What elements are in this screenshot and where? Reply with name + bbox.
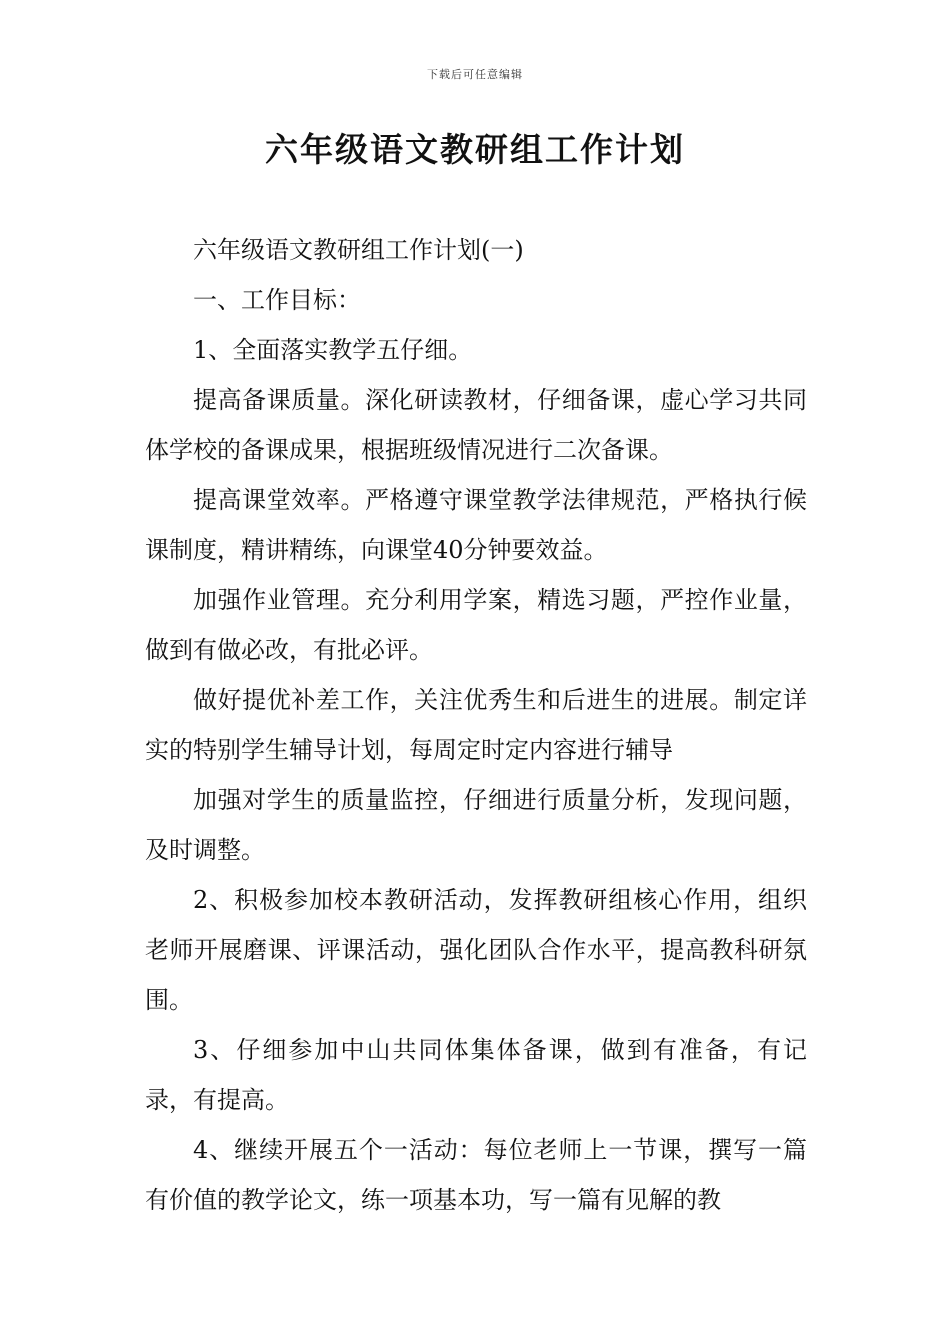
- document-body: [145, 225, 807, 1225]
- paragraph-subtitle: 六年级语文教研组工作计划(一): [193, 236, 524, 264]
- document-title: 六年级语文教研组工作计划: [265, 130, 685, 169]
- paragraph: 做好提优补差工作，关注优秀生和后进生的进展。制定详实的特别学生辅导计划，每周定时定内容进行辅导: [145, 686, 807, 764]
- paragraph: 提高备课质量。深化研读教材，仔细备课，虚心学习共同体学校的备课成果，根据班级情况进行二次备课。: [145, 386, 807, 464]
- paragraph: 加强对学生的质量监控，仔细进行质量分析，发现问题，及时调整。: [145, 786, 807, 864]
- paragraph: 3、仔细参加中山共同体集体备课，做到有准备，有记录，有提高。: [145, 1036, 807, 1114]
- paragraph: 4、继续开展五个一活动：每位老师上一节课，撰写一篇有价值的教学论文，练一项基本功，写一篇有见解的教: [145, 1136, 807, 1214]
- paragraph: 加强作业管理。充分利用学案，精选习题，严控作业量，做到有做必改，有批必评。: [145, 586, 807, 664]
- paragraph: 1、全面落实教学五仔细。: [193, 336, 473, 364]
- paragraph: 提高课堂效率。严格遵守课堂教学法律规范，严格执行候课制度，精讲精练，向课堂40分钟要效益。: [145, 486, 807, 564]
- header-note: 下载后可任意编辑: [427, 68, 523, 81]
- paragraph: 2、积极参加校本教研活动，发挥教研组核心作用，组织老师开展磨课、评课活动，强化团队合作水平，提高教科研氛围。: [145, 886, 807, 1014]
- paragraph-section-heading: 一、工作目标：: [193, 286, 361, 314]
